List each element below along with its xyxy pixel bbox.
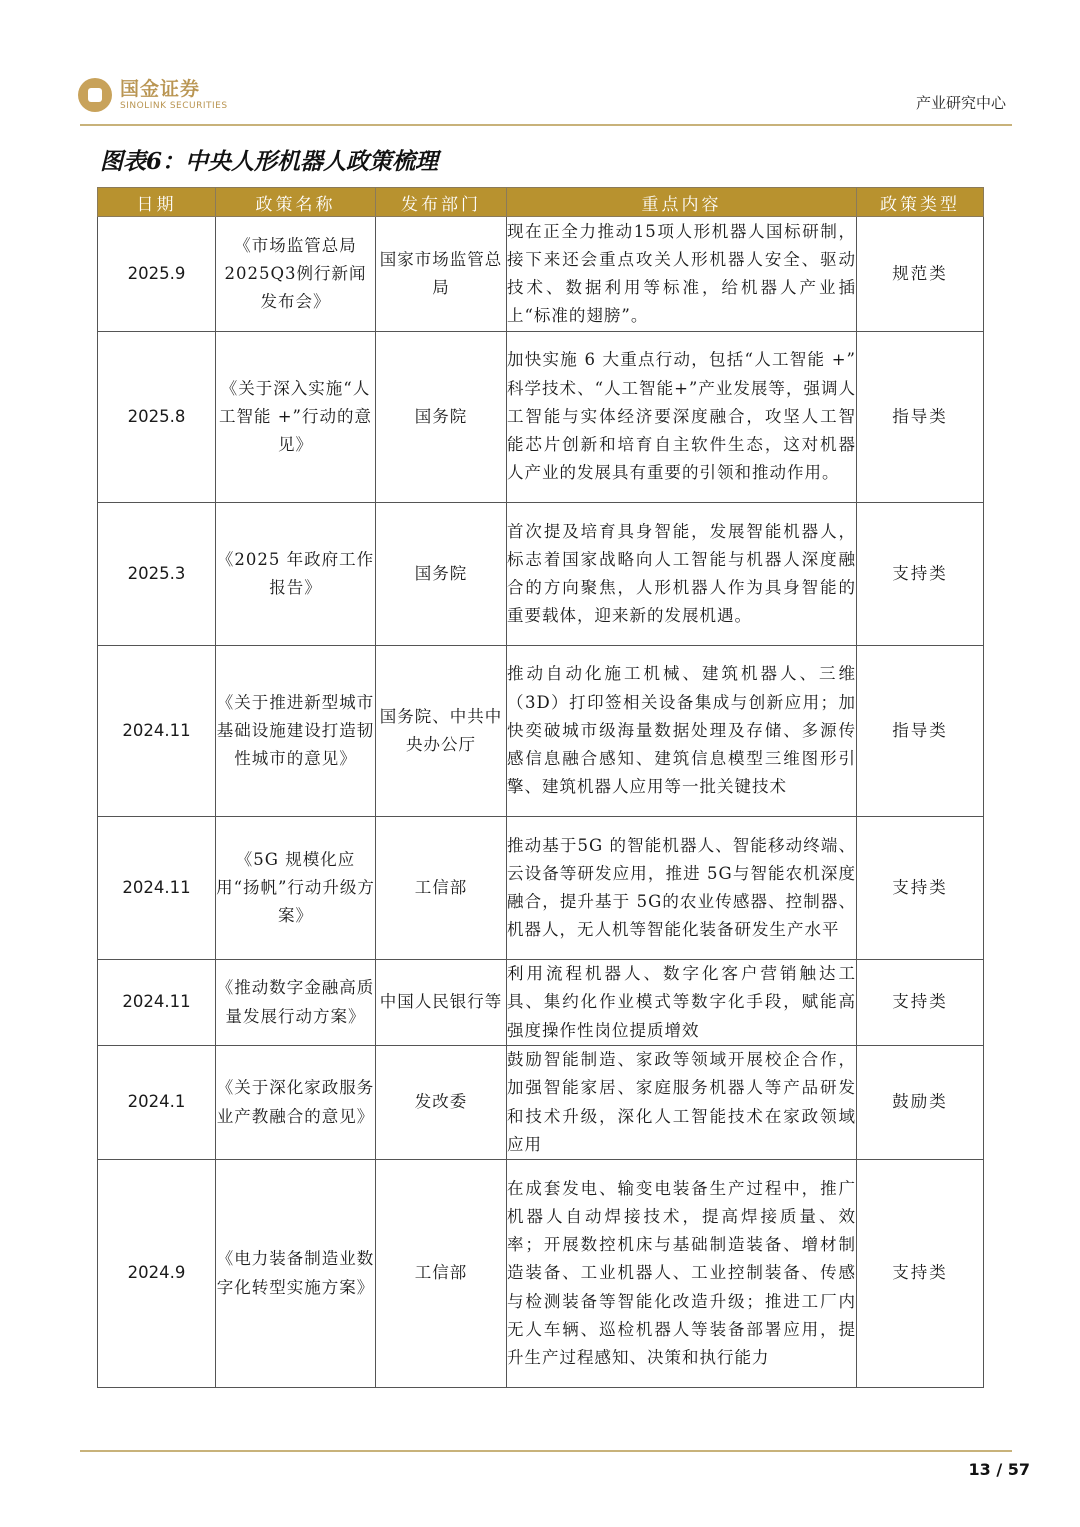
cell-date: 2024.1 (98, 1046, 216, 1160)
cell-policy-name: 《5G 规模化应用“扬帆”行动升级方案》 (216, 817, 376, 960)
column-header-policy-name: 政策名称 (216, 188, 376, 217)
table-row (98, 217, 984, 332)
logo-english-name: SINOLINK SECURITIES (120, 100, 228, 111)
cell-policy-type: 规范类 (857, 217, 984, 332)
page-number: 13 / 57 (968, 1460, 1030, 1479)
cell-key-content: 在成套发电、输变电装备生产过程中，推广机器人自动焊接技术，提高焊接质量、效率；开展数控机床与基础制造装备、增材制造装备、工业机器人、工业控制装备、传感与检测装备等智能化改造升级；推进工厂内无人车辆、巡检机器人等装备部署应用，提升生产过程感知、决策和执行能力 (507, 1160, 857, 1388)
cell-date: 2024.11 (98, 960, 216, 1046)
cell-policy-type: 支持类 (857, 503, 984, 646)
table-header-row (98, 188, 984, 217)
cell-policy-name: 《关于推进新型城市基础设施建设打造韧性城市的意见》 (216, 646, 376, 817)
cell-policy-name: 《关于深入实施“人工智能 +”行动的意见》 (216, 332, 376, 503)
cell-key-content: 推动基于5G 的智能机器人、智能移动终端、云设备等研发应用，推进 5G与智能农机深度融合，提升基于 5G的农业传感器、控制器、机器人，无人机等智能化装备研发生产水平 (507, 817, 857, 960)
company-logo (78, 78, 228, 112)
header-divider (80, 124, 1012, 126)
cell-policy-name: 《市场监管总局2025Q3例行新闻发布会》 (216, 217, 376, 332)
page-header (0, 0, 1080, 130)
cell-date: 2025.3 (98, 503, 216, 646)
footer-divider (80, 1450, 1012, 1452)
cell-department: 国务院、中共中央办公厅 (376, 646, 507, 817)
cell-department: 国务院 (376, 332, 507, 503)
policy-table (97, 187, 984, 1388)
column-header-date: 日期 (98, 188, 216, 217)
cell-date: 2024.9 (98, 1160, 216, 1388)
cell-department: 国务院 (376, 503, 507, 646)
cell-policy-type: 支持类 (857, 960, 984, 1046)
table-row (98, 817, 984, 960)
cell-policy-type: 支持类 (857, 1160, 984, 1388)
cell-date: 2024.11 (98, 646, 216, 817)
cell-policy-name: 《推动数字金融高质量发展行动方案》 (216, 960, 376, 1046)
cell-department: 发改委 (376, 1046, 507, 1160)
table-row (98, 332, 984, 503)
logo-emblem-icon (78, 78, 112, 112)
cell-department: 中国人民银行等 (376, 960, 507, 1046)
cell-policy-type: 指导类 (857, 646, 984, 817)
table-row (98, 646, 984, 817)
cell-department: 工信部 (376, 817, 507, 960)
cell-policy-type: 鼓励类 (857, 1046, 984, 1160)
logo-text (120, 77, 228, 111)
cell-key-content: 首次提及培育具身智能，发展智能机器人，标志着国家战略向人工智能与机器人深度融合的方向聚焦，人形机器人作为具身智能的重要载体，迎来新的发展机遇。 (507, 503, 857, 646)
cell-date: 2025.9 (98, 217, 216, 332)
column-header-key-content: 重点内容 (507, 188, 857, 217)
table-row (98, 1160, 984, 1388)
table-row (98, 1046, 984, 1160)
figure-title: 图表6：中央人形机器人政策梳理 (100, 148, 439, 175)
cell-policy-type: 支持类 (857, 817, 984, 960)
cell-department: 国家市场监管总局 (376, 217, 507, 332)
cell-key-content: 现在正全力推动15项人形机器人国标研制，接下来还会重点攻关人形机器人安全、驱动技术、数据利用等标准，给机器人产业插上“标准的翅膀”。 (507, 217, 857, 332)
cell-policy-type: 指导类 (857, 332, 984, 503)
cell-date: 2025.8 (98, 332, 216, 503)
column-header-department: 发布部门 (376, 188, 507, 217)
research-center-name: 产业研究中心 (915, 94, 1006, 112)
cell-key-content: 加快实施 6 大重点行动，包括“人工智能 +” 科学技术、“人工智能+”产业发展等，强调人工智能与实体经济要深度融合，攻坚人工智能芯片创新和培育自主软件生态，这对机器人产业的发展具有重要的引领和推动作用。 (507, 332, 857, 503)
cell-policy-name: 《关于深化家政服务业产教融合的意见》 (216, 1046, 376, 1160)
cell-policy-name: 《2025 年政府工作报告》 (216, 503, 376, 646)
cell-key-content: 利用流程机器人、数字化客户营销触达工具、集约化作业模式等数字化手段，赋能高强度操作性岗位提质增效 (507, 960, 857, 1046)
cell-policy-name: 《电力装备制造业数字化转型实施方案》 (216, 1160, 376, 1388)
column-header-policy-type: 政策类型 (857, 188, 984, 217)
cell-key-content: 鼓励智能制造、家政等领域开展校企合作，加强智能家居、家庭服务机器人等产品研发和技术升级，深化人工智能技术在家政领域应用 (507, 1046, 857, 1160)
cell-department: 工信部 (376, 1160, 507, 1388)
cell-date: 2024.11 (98, 817, 216, 960)
table-row (98, 960, 984, 1046)
logo-chinese-name: 国金证券 (120, 77, 201, 100)
table-row (98, 503, 984, 646)
cell-key-content: 推动自动化施工机械、建筑机器人、三维（3D）打印签相关设备集成与创新应用；加快奕破城市级海量数据处理及存储、多源传感信息融合感知、建筑信息模型三维图形引擎、建筑机器人应用等一批关键技术 (507, 646, 857, 817)
